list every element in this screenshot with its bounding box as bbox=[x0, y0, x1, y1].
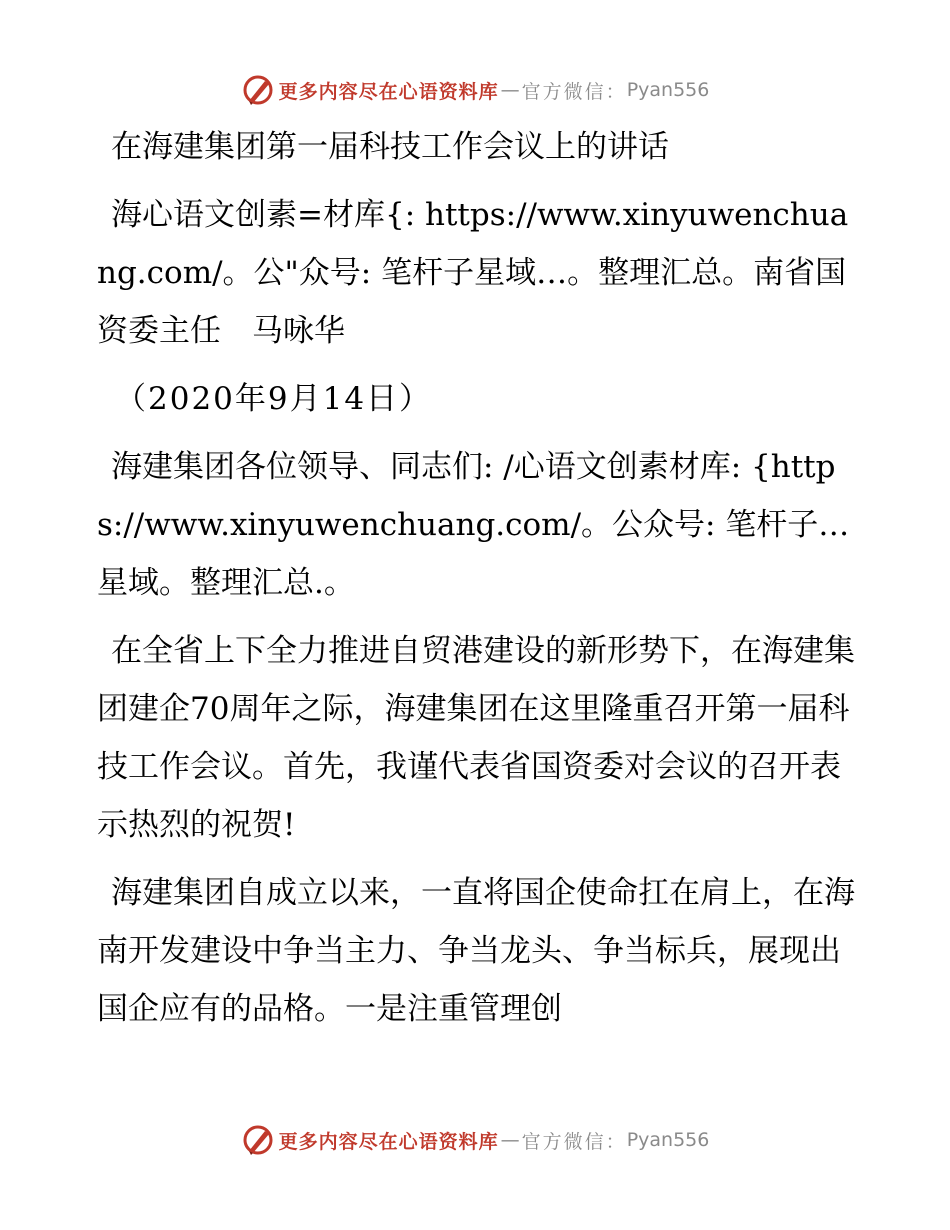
paragraph-2: 海建集团自成立以来，一直将国企使命扛在肩上，在海南开发建设中争当主力、争当龙头、争当标兵，展现出国企应有的品格。一是注重管理创 bbox=[97, 875, 855, 1027]
footer-separator: — bbox=[500, 1129, 520, 1151]
footer-wechat-id: Pyan556 bbox=[626, 1129, 710, 1151]
header-wechat-label: 官方微信： bbox=[521, 80, 627, 103]
header-banner bbox=[0, 70, 950, 110]
paragraph-1: 在全省上下全力推进自贸港建设的新形势下，在海建集团建企70周年之际，海建集团在这里隆重召开第一届科技工作会议。首先，我谨代表省国资委对会议的召开表示热烈的祝贺! bbox=[97, 633, 855, 843]
pen-logo-icon bbox=[241, 1123, 275, 1157]
footer-wechat-label: 官方微信： bbox=[521, 1130, 627, 1153]
greeting: 海建集团各位领导、同志们: /心语文创素材库: {https://www.xinyuwenchuang.com/。公众号: 笔杆子…星域。整理汇总.。 bbox=[97, 449, 850, 601]
speech-date: （2020年9月14日） bbox=[115, 381, 433, 417]
header-wechat-id: Pyan556 bbox=[626, 79, 710, 101]
footer-banner bbox=[0, 1120, 950, 1160]
pen-logo-icon bbox=[241, 73, 275, 107]
source-line: 海心语文创素=材库{: https://www.xinyuwenchuang.com/。公"众号: 笔杆子星域…。整理汇总。南省国资委主任 马咏华 bbox=[97, 197, 849, 349]
header-site-text: 更多内容尽在心语资料库 bbox=[278, 80, 499, 103]
header-separator: — bbox=[500, 79, 520, 101]
document-title: 在海建集团第一届科技工作会议上的讲话 bbox=[111, 129, 669, 165]
footer-site-text: 更多内容尽在心语资料库 bbox=[278, 1130, 499, 1153]
document-body bbox=[97, 118, 857, 1038]
